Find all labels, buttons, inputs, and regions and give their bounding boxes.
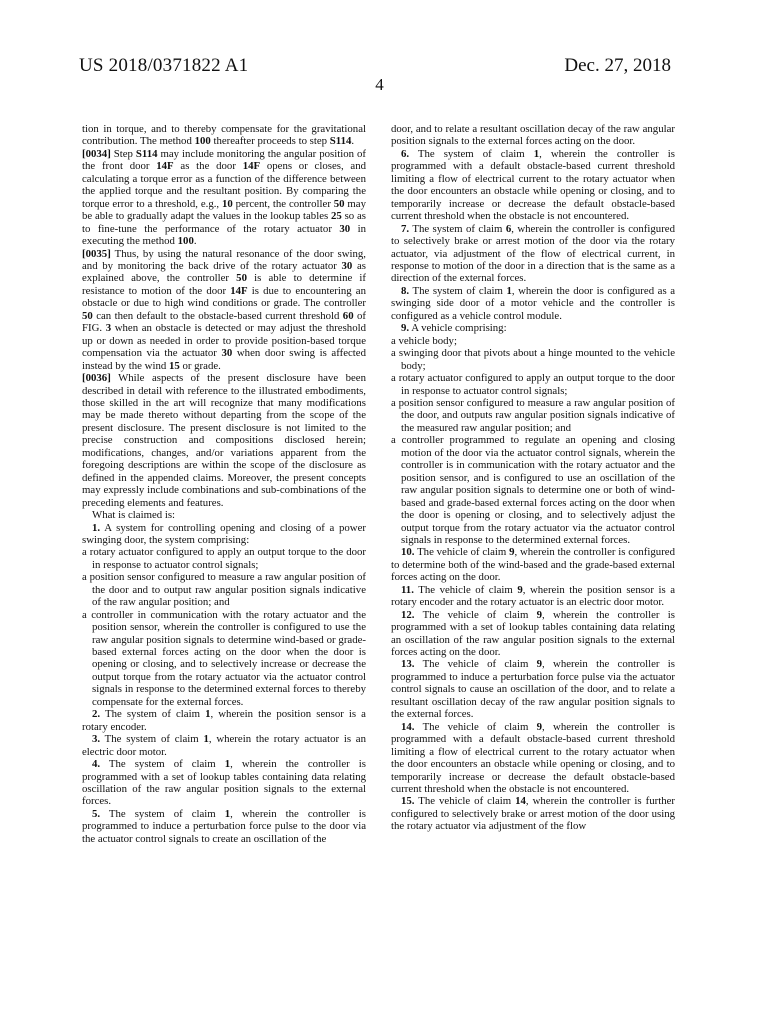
page-number: 4	[375, 75, 384, 94]
left-paragraph-5: What is claimed is:	[92, 509, 176, 522]
right-paragraph-7: a swinging door that pivots about a hinge mounted to the vehicle body;	[391, 347, 675, 372]
right-paragraph-13: 12. The vehicle of claim 9, wherein the controller is programmed with a set of lookup tables containing data relating an oscillation of the raw angular position signals to the external forces acting on the door.	[391, 608, 675, 659]
left-text-column	[82, 123, 366, 845]
right-paragraph-11: 10. The vehicle of claim 9, wherein the controller is configured to determine both of the wind-based and the grade-based external forces acting on the door.	[391, 546, 675, 584]
right-paragraph-2: 6. The system of claim 1, wherein the controller is programmed with a default obstacle-based current threshold limiting a flow of electrical current to the rotary actuator when the door encounters an obstacle while opening or closing, and to temporarily increase or decrease the default obstacle-based current threshold when the obstacle is not encountered.	[391, 147, 675, 223]
right-paragraph-5: 9. A vehicle comprising:	[401, 322, 507, 335]
right-paragraph-6: a vehicle body;	[391, 334, 457, 347]
left-paragraph-10: 2. The system of claim 1, wherein the position sensor is a rotary encoder.	[82, 708, 366, 733]
right-paragraph-1: door, and to relate a resultant oscillation decay of the raw angular position signals to the external forces acting on the door.	[391, 123, 675, 148]
left-paragraph-13: 5. The system of claim 1, wherein the controller is programmed to induce a perturbation force pulse to the door via the actuator control signals to create an oscillation of the	[82, 807, 366, 845]
right-text-column	[391, 123, 675, 833]
left-paragraph-3: [0035] Thus, by using the natural resonance of the door swing, and by monitoring the back drive of the rotary actuator 30 as explained above, the controller 50 is able to determine if resistance to motion of the door 14F is due to encountering an obstacle or due to high wind conditions or grade. The controller 50 can then default to the obstacle-based current threshold 60 of FIG. 3 when an obstacle is detected or may adjust the threshold up or down as needed in order to provide position-based torque compensation via the actuator 30 when door swing is affected instead by the wind 15 or grade.	[82, 247, 367, 372]
right-paragraph-9: a position sensor configured to measure a raw angular position of the door, and outputs raw angular position signals indicative of the measured raw angular position; and	[391, 396, 675, 434]
right-paragraph-3: 7. The system of claim 6, wherein the controller is configured to selectively brake or arrest motion of the door via the rotary actuator, via adjustment of the flow of electrical current, in response to motion of the door in a direction that is the same as a direction of the external forces.	[391, 222, 675, 285]
left-paragraph-8: a position sensor configured to measure a raw angular position of the door and to output raw angular position signals indicative of the raw angular position; and	[82, 571, 366, 609]
left-paragraph-9: a controller in communication with the rotary actuator and the position sensor, wherein the controller is configured to use the raw angular position signals to determine wind-based or grade-based external forces acting on the door when the door is opening or closing, and to selectively increase or decrease the output torque from the rotary actuator via the actuator control signals in response to the determined external forces to thereby compensate for the external forces.	[82, 608, 366, 708]
patent-number: US 2018/0371822 A1	[79, 55, 249, 76]
left-paragraph-2: [0034] Step S114 may include monitoring the angular position of the front door 14F as the door 14F opens or closes, and calculating a torque error as a function of the difference between the applied torque and the resultant position. By comparing the torque error to a threshold, e.g., 10 percent, the controller 50 may be able to gradually adapt the values in the lookup tables 25 so as to fine-tune the performance of the rotary actuator 30 in executing the method 100.	[82, 147, 366, 248]
left-paragraph-1: tion in torque, and to thereby compensate for the gravitational contribution. The method 100 thereafter proceeds to step S114.	[82, 123, 366, 148]
right-paragraph-8: a rotary actuator configured to apply an output torque to the door in response to actuator control signals;	[391, 372, 675, 397]
left-paragraph-11: 3. The system of claim 1, wherein the rotary actuator is an electric door motor.	[82, 733, 366, 758]
right-paragraph-16: 15. The vehicle of claim 14, wherein the controller is further configured to selectively brake or arrest motion of the door using the rotary actuator via adjustment of the flow	[391, 795, 675, 833]
right-paragraph-4: 8. The system of claim 1, wherein the door is configured as a swinging side door of a motor vehicle and the controller is configured as a vehicle control module.	[391, 284, 675, 322]
left-paragraph-7: a rotary actuator configured to apply an output torque to the door in response to actuator control signals;	[82, 546, 366, 571]
right-paragraph-10: a controller programmed to regulate an opening and closing motion of the door via the actuator control signals, wherein the controller is in communication with the rotary actuator and the position sensor, and is configured to use an oscillation of the raw angular position signals to determine one or both of wind-based and grade-based external forces acting on the door when the door is opening or closing, and to selectively adjust the output torque from the rotary actuator via the actuator control signals in response to the determined external forces.	[391, 434, 675, 546]
left-paragraph-12: 4. The system of claim 1, wherein the controller is programmed with a set of lookup tables containing data relating oscillation of the raw angular position signals to the external forces.	[82, 758, 366, 808]
left-paragraph-4: [0036] While aspects of the present disclosure have been described in detail with reference to the illustrated embodiments, those skilled in the art will recognize that many modifications may be made thereto without departing from the scope of the present disclosure. The present disclosure is not limited to the precise construction and compositions disclosed herein; modifications, changes, and/or variations apparent from the foregoing descriptions are within the scope of the disclosure as defined in the appended claims. Moreover, the present concepts may expressly include combinations and sub-combinations of the preceding elements and features.	[82, 372, 366, 509]
right-paragraph-14: 13. The vehicle of claim 9, wherein the controller is programmed to induce a perturbation force pulse via the actuator control signals to cause an oscillation of the door, and to relate a resultant oscillation decay of the raw angular position signals to the external forces.	[391, 658, 675, 721]
right-paragraph-12: 11. The vehicle of claim 9, wherein the position sensor is a rotary encoder and the rotary actuator is an electric door motor.	[391, 583, 675, 609]
publication-date: Dec. 27, 2018	[564, 55, 671, 76]
left-paragraph-6: 1. A system for controlling opening and closing of a power swinging door, the system comprising:	[82, 521, 366, 546]
right-paragraph-15: 14. The vehicle of claim 9, wherein the controller is programmed with a default obstacle-based current threshold limiting a flow of electrical current to the rotary actuator when the door encounters an obstacle while opening or closing, and to temporarily increase or decrease the default obstacle-based current threshold when the obstacle is not encountered.	[391, 720, 675, 796]
